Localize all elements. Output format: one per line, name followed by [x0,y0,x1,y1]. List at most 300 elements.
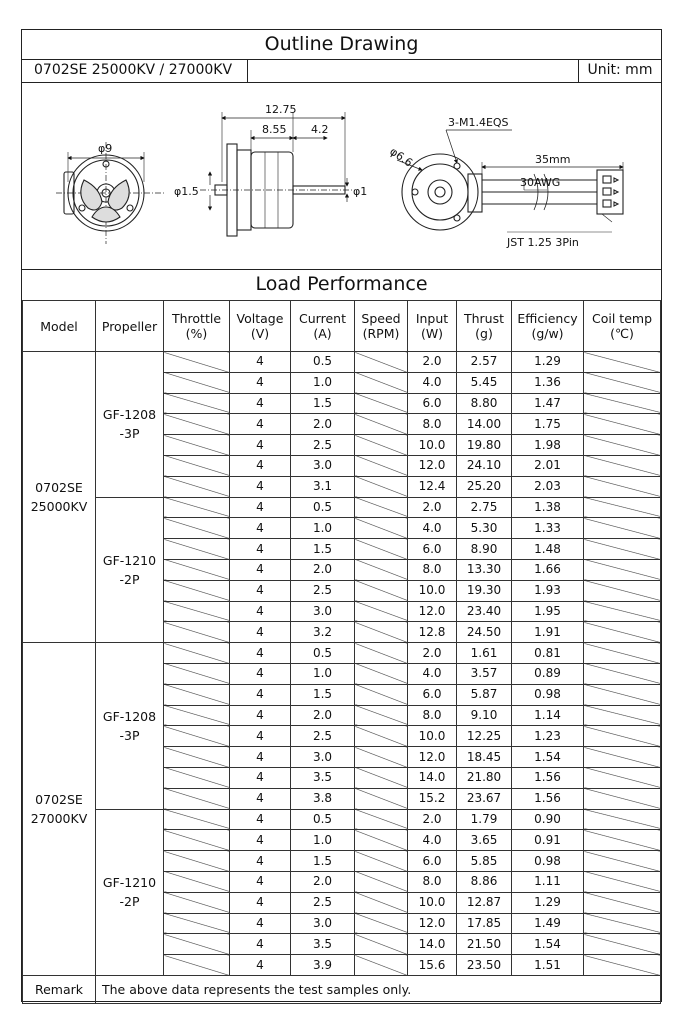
input-cell: 6.0 [408,851,457,872]
column-header-line2: (W) [420,326,444,341]
current-cell: 1.5 [291,539,355,560]
voltage-cell: 4 [230,934,291,955]
thrust-cell: 3.57 [457,663,512,684]
propeller-name-line2: -2P [119,894,140,910]
efficiency-cell: 1.49 [512,913,584,934]
voltage-cell: 4 [230,684,291,705]
throttle-cell-empty [164,518,230,539]
speed-cell-empty [355,871,408,892]
input-cell: 12.0 [408,747,457,768]
input-cell: 10.0 [408,892,457,913]
input-cell: 4.0 [408,518,457,539]
column-header [291,301,355,352]
input-cell: 12.0 [408,455,457,476]
throttle-cell-empty [164,747,230,768]
efficiency-cell: 1.47 [512,393,584,414]
column-header-line2: (RPM) [362,326,400,341]
coil-temp-cell-empty [584,871,661,892]
column-header-line1: Propeller [101,318,158,334]
thrust-cell: 14.00 [457,414,512,435]
thrust-cell: 17.85 [457,913,512,934]
throttle-cell-empty [164,643,230,664]
voltage-cell: 4 [230,871,291,892]
efficiency-cell: 0.98 [512,684,584,705]
efficiency-cell: 1.23 [512,726,584,747]
coil-temp-cell-empty [584,393,661,414]
efficiency-cell: 1.91 [512,622,584,643]
efficiency-cell: 1.54 [512,747,584,768]
voltage-cell: 4 [230,414,291,435]
column-header [512,301,584,352]
coil-temp-cell-empty [584,705,661,726]
coil-temp-cell-empty [584,684,661,705]
throttle-cell-empty [164,455,230,476]
thrust-cell: 21.50 [457,934,512,955]
input-cell: 2.0 [408,809,457,830]
voltage-cell: 4 [230,663,291,684]
current-cell: 1.0 [291,830,355,851]
dim-body-length: 8.55 [262,123,287,136]
speed-cell-empty [355,663,408,684]
current-cell: 1.5 [291,684,355,705]
speed-cell-empty [355,788,408,809]
coil-temp-cell-empty [584,580,661,601]
efficiency-cell: 0.81 [512,643,584,664]
coil-temp-cell-empty [584,809,661,830]
input-cell: 10.0 [408,580,457,601]
input-cell: 6.0 [408,539,457,560]
model-name-line2: 27000KV [30,811,88,827]
coil-temp-cell-empty [584,414,661,435]
throttle-cell-empty [164,497,230,518]
efficiency-cell: 1.56 [512,788,584,809]
column-header-line1: Efficiency [517,311,578,326]
throttle-cell-empty [164,352,230,373]
thrust-cell: 18.45 [457,747,512,768]
current-cell: 3.0 [291,913,355,934]
column-header [23,301,96,352]
speed-cell-empty [355,622,408,643]
coil-temp-cell-empty [584,352,661,373]
throttle-cell-empty [164,559,230,580]
speed-cell-empty [355,747,408,768]
voltage-cell: 4 [230,955,291,976]
throttle-cell-empty [164,622,230,643]
model-cell [23,643,96,976]
column-header-line2: (g/w) [531,326,564,341]
table-row [23,352,661,373]
voltage-cell: 4 [230,747,291,768]
current-cell: 1.0 [291,372,355,393]
thrust-cell: 9.10 [457,705,512,726]
throttle-cell-empty [164,788,230,809]
propeller-name-line1: GF-1210 [102,552,157,568]
current-cell: 2.0 [291,705,355,726]
propeller-cell [96,352,164,498]
table-row [23,497,661,518]
column-header-line2: (℃) [610,326,634,341]
voltage-cell: 4 [230,497,291,518]
coil-temp-cell-empty [584,851,661,872]
speed-cell-empty [355,518,408,539]
dim-screw: 3-M1.4EQS [448,116,509,129]
speed-cell-empty [355,809,408,830]
efficiency-cell: 0.89 [512,663,584,684]
current-cell: 3.0 [291,747,355,768]
input-cell: 8.0 [408,871,457,892]
efficiency-cell: 1.48 [512,539,584,560]
propeller-cell [96,643,164,809]
input-cell: 2.0 [408,352,457,373]
input-cell: 2.0 [408,643,457,664]
thrust-cell: 5.87 [457,684,512,705]
thrust-cell: 8.90 [457,539,512,560]
column-header-line1: Voltage [236,311,284,326]
voltage-cell: 4 [230,767,291,788]
column-header-line2: (%) [185,326,208,341]
throttle-cell-empty [164,934,230,955]
throttle-cell-empty [164,892,230,913]
current-cell: 0.5 [291,497,355,518]
propeller-name-line2: -3P [119,727,140,743]
throttle-cell-empty [164,851,230,872]
thrust-cell: 3.65 [457,830,512,851]
current-cell: 1.0 [291,518,355,539]
coil-temp-cell-empty [584,476,661,497]
voltage-cell: 4 [230,435,291,456]
current-cell: 3.9 [291,955,355,976]
throttle-cell-empty [164,580,230,601]
coil-temp-cell-empty [584,788,661,809]
efficiency-cell: 1.56 [512,767,584,788]
speed-cell-empty [355,726,408,747]
current-cell: 2.0 [291,871,355,892]
propeller-name-line1: GF-1210 [102,875,157,891]
throttle-cell-empty [164,871,230,892]
speed-cell-empty [355,435,408,456]
input-cell: 14.0 [408,934,457,955]
speed-cell-empty [355,892,408,913]
model-name-line1: 0702SE [35,480,83,496]
coil-temp-cell-empty [584,913,661,934]
voltage-cell: 4 [230,372,291,393]
input-cell: 6.0 [408,393,457,414]
column-header-line1: Thrust [463,311,505,326]
efficiency-cell: 1.38 [512,497,584,518]
input-cell: 10.0 [408,435,457,456]
column-header-line2: (g) [475,326,493,341]
coil-temp-cell-empty [584,663,661,684]
speed-cell-empty [355,455,408,476]
efficiency-cell: 1.54 [512,934,584,955]
outline-title: Outline Drawing [22,30,661,60]
dim-right-shaft: φ1 [353,185,368,198]
current-cell: 1.0 [291,663,355,684]
column-header-line1: Current [299,311,346,326]
efficiency-cell: 1.33 [512,518,584,539]
column-header-line1: Input [415,311,449,326]
throttle-cell-empty [164,830,230,851]
efficiency-cell: 1.11 [512,871,584,892]
throttle-cell-empty [164,726,230,747]
coil-temp-cell-empty [584,435,661,456]
propeller-name-line1: GF-1208 [102,407,157,423]
throttle-cell-empty [164,955,230,976]
remark-text: The above data represents the test samples only. [96,975,661,1003]
speed-cell-empty [355,684,408,705]
input-cell: 15.6 [408,955,457,976]
voltage-cell: 4 [230,913,291,934]
efficiency-cell: 1.51 [512,955,584,976]
efficiency-cell: 0.91 [512,830,584,851]
back-view [397,130,623,232]
efficiency-cell: 1.75 [512,414,584,435]
column-header [355,301,408,352]
voltage-cell: 4 [230,809,291,830]
input-cell: 8.0 [408,559,457,580]
remark-row [23,975,661,1003]
load-performance-title: Load Performance [22,269,661,301]
table-header-row [23,301,661,352]
dim-left-shaft: φ1.5 [174,185,199,198]
speed-cell-empty [355,559,408,580]
efficiency-cell: 1.29 [512,892,584,913]
model-line: 0702SE 25000KV / 27000KV [22,59,248,82]
propeller-cell [96,497,164,643]
throttle-cell-empty [164,435,230,456]
coil-temp-cell-empty [584,726,661,747]
input-cell: 2.0 [408,497,457,518]
throttle-cell-empty [164,372,230,393]
throttle-cell-empty [164,705,230,726]
current-cell: 3.5 [291,934,355,955]
speed-cell-empty [355,767,408,788]
speed-cell-empty [355,476,408,497]
current-cell: 0.5 [291,643,355,664]
throttle-cell-empty [164,684,230,705]
efficiency-cell: 1.14 [512,705,584,726]
dim-total-length: 12.75 [265,103,297,116]
column-header [457,301,512,352]
voltage-cell: 4 [230,393,291,414]
thrust-cell: 8.80 [457,393,512,414]
current-cell: 2.0 [291,559,355,580]
efficiency-cell: 1.66 [512,559,584,580]
voltage-cell: 4 [230,622,291,643]
efficiency-cell: 1.36 [512,372,584,393]
dim-connector: JST 1.25 3Pin [507,236,579,249]
thrust-cell: 12.25 [457,726,512,747]
input-cell: 6.0 [408,684,457,705]
input-cell: 15.2 [408,788,457,809]
thrust-cell: 24.10 [457,455,512,476]
speed-cell-empty [355,705,408,726]
throttle-cell-empty [164,809,230,830]
outline-drawing-svg [22,82,663,269]
propeller-name-line2: -2P [119,571,140,587]
throttle-cell-empty [164,601,230,622]
input-cell: 4.0 [408,830,457,851]
outline-drawing [22,82,661,270]
speed-cell-empty [355,539,408,560]
coil-temp-cell-empty [584,934,661,955]
throttle-cell-empty [164,539,230,560]
efficiency-cell: 0.90 [512,809,584,830]
speed-cell-empty [355,830,408,851]
coil-temp-cell-empty [584,559,661,580]
thrust-cell: 23.40 [457,601,512,622]
thrust-cell: 5.30 [457,518,512,539]
voltage-cell: 4 [230,455,291,476]
throttle-cell-empty [164,663,230,684]
remark-label: Remark [23,975,96,1003]
throttle-cell-empty [164,476,230,497]
thrust-cell: 25.20 [457,476,512,497]
voltage-cell: 4 [230,539,291,560]
voltage-cell: 4 [230,726,291,747]
current-cell: 3.8 [291,788,355,809]
input-cell: 4.0 [408,663,457,684]
voltage-cell: 4 [230,705,291,726]
performance-table [22,300,661,1004]
coil-temp-cell-empty [584,497,661,518]
coil-temp-cell-empty [584,955,661,976]
voltage-cell: 4 [230,601,291,622]
column-header-line2: (V) [250,326,270,341]
throttle-cell-empty [164,414,230,435]
current-cell: 2.5 [291,435,355,456]
speed-cell-empty [355,580,408,601]
thrust-cell: 23.50 [457,955,512,976]
propeller-cell [96,809,164,975]
speed-cell-empty [355,352,408,373]
thrust-cell: 19.80 [457,435,512,456]
speed-cell-empty [355,372,408,393]
voltage-cell: 4 [230,851,291,872]
efficiency-cell: 0.98 [512,851,584,872]
thrust-cell: 24.50 [457,622,512,643]
table-row [23,643,661,664]
current-cell: 2.5 [291,726,355,747]
current-cell: 0.5 [291,809,355,830]
column-header [164,301,230,352]
dim-mount-diameter: φ6.6 [387,144,416,170]
thrust-cell: 1.61 [457,643,512,664]
thrust-cell: 12.87 [457,892,512,913]
propeller-name-line1: GF-1208 [102,708,157,724]
coil-temp-cell-empty [584,455,661,476]
dim-wire-length: 35mm [535,153,571,166]
voltage-cell: 4 [230,559,291,580]
input-cell: 12.0 [408,913,457,934]
thrust-cell: 2.75 [457,497,512,518]
input-cell: 14.0 [408,767,457,788]
speed-cell-empty [355,414,408,435]
voltage-cell: 4 [230,830,291,851]
input-cell: 8.0 [408,414,457,435]
coil-temp-cell-empty [584,747,661,768]
input-cell: 10.0 [408,726,457,747]
column-header-line1: Model [40,318,78,334]
voltage-cell: 4 [230,518,291,539]
model-name-line1: 0702SE [35,792,83,808]
speed-cell-empty [355,601,408,622]
efficiency-cell: 1.29 [512,352,584,373]
thrust-cell: 13.30 [457,559,512,580]
column-header-line2: (A) [313,326,332,341]
current-cell: 0.5 [291,352,355,373]
current-cell: 1.5 [291,393,355,414]
voltage-cell: 4 [230,352,291,373]
voltage-cell: 4 [230,788,291,809]
thrust-cell: 5.45 [457,372,512,393]
column-header [408,301,457,352]
coil-temp-cell-empty [584,622,661,643]
current-cell: 2.5 [291,892,355,913]
column-header-line1: Throttle [171,311,222,326]
column-header [230,301,291,352]
current-cell: 3.0 [291,601,355,622]
thrust-cell: 23.67 [457,788,512,809]
coil-temp-cell-empty [584,830,661,851]
dim-front-diameter: φ9 [98,142,113,155]
column-header-line1: Speed [361,311,401,326]
throttle-cell-empty [164,393,230,414]
coil-temp-cell-empty [584,892,661,913]
input-cell: 8.0 [408,705,457,726]
efficiency-cell: 2.03 [512,476,584,497]
input-cell: 12.0 [408,601,457,622]
speed-cell-empty [355,643,408,664]
unit-label: Unit: mm [578,59,661,82]
current-cell: 3.5 [291,767,355,788]
spec-sheet [21,29,662,1002]
voltage-cell: 4 [230,476,291,497]
input-cell: 4.0 [408,372,457,393]
table-row [23,809,661,830]
throttle-cell-empty [164,767,230,788]
voltage-cell: 4 [230,892,291,913]
propeller-name-line2: -3P [119,426,140,442]
model-unit-row [22,59,661,83]
speed-cell-empty [355,934,408,955]
efficiency-cell: 1.95 [512,601,584,622]
thrust-cell: 5.85 [457,851,512,872]
model-cell [23,352,96,643]
efficiency-cell: 2.01 [512,455,584,476]
column-header [96,301,164,352]
model-name-line2: 25000KV [30,499,88,515]
current-cell: 1.5 [291,851,355,872]
throttle-cell-empty [164,913,230,934]
column-header [584,301,661,352]
coil-temp-cell-empty [584,518,661,539]
thrust-cell: 8.86 [457,871,512,892]
current-cell: 3.2 [291,622,355,643]
thrust-cell: 2.57 [457,352,512,373]
coil-temp-cell-empty [584,643,661,664]
efficiency-cell: 1.93 [512,580,584,601]
speed-cell-empty [355,497,408,518]
thrust-cell: 1.79 [457,809,512,830]
voltage-cell: 4 [230,643,291,664]
coil-temp-cell-empty [584,539,661,560]
current-cell: 2.5 [291,580,355,601]
speed-cell-empty [355,913,408,934]
speed-cell-empty [355,851,408,872]
coil-temp-cell-empty [584,767,661,788]
current-cell: 3.0 [291,455,355,476]
